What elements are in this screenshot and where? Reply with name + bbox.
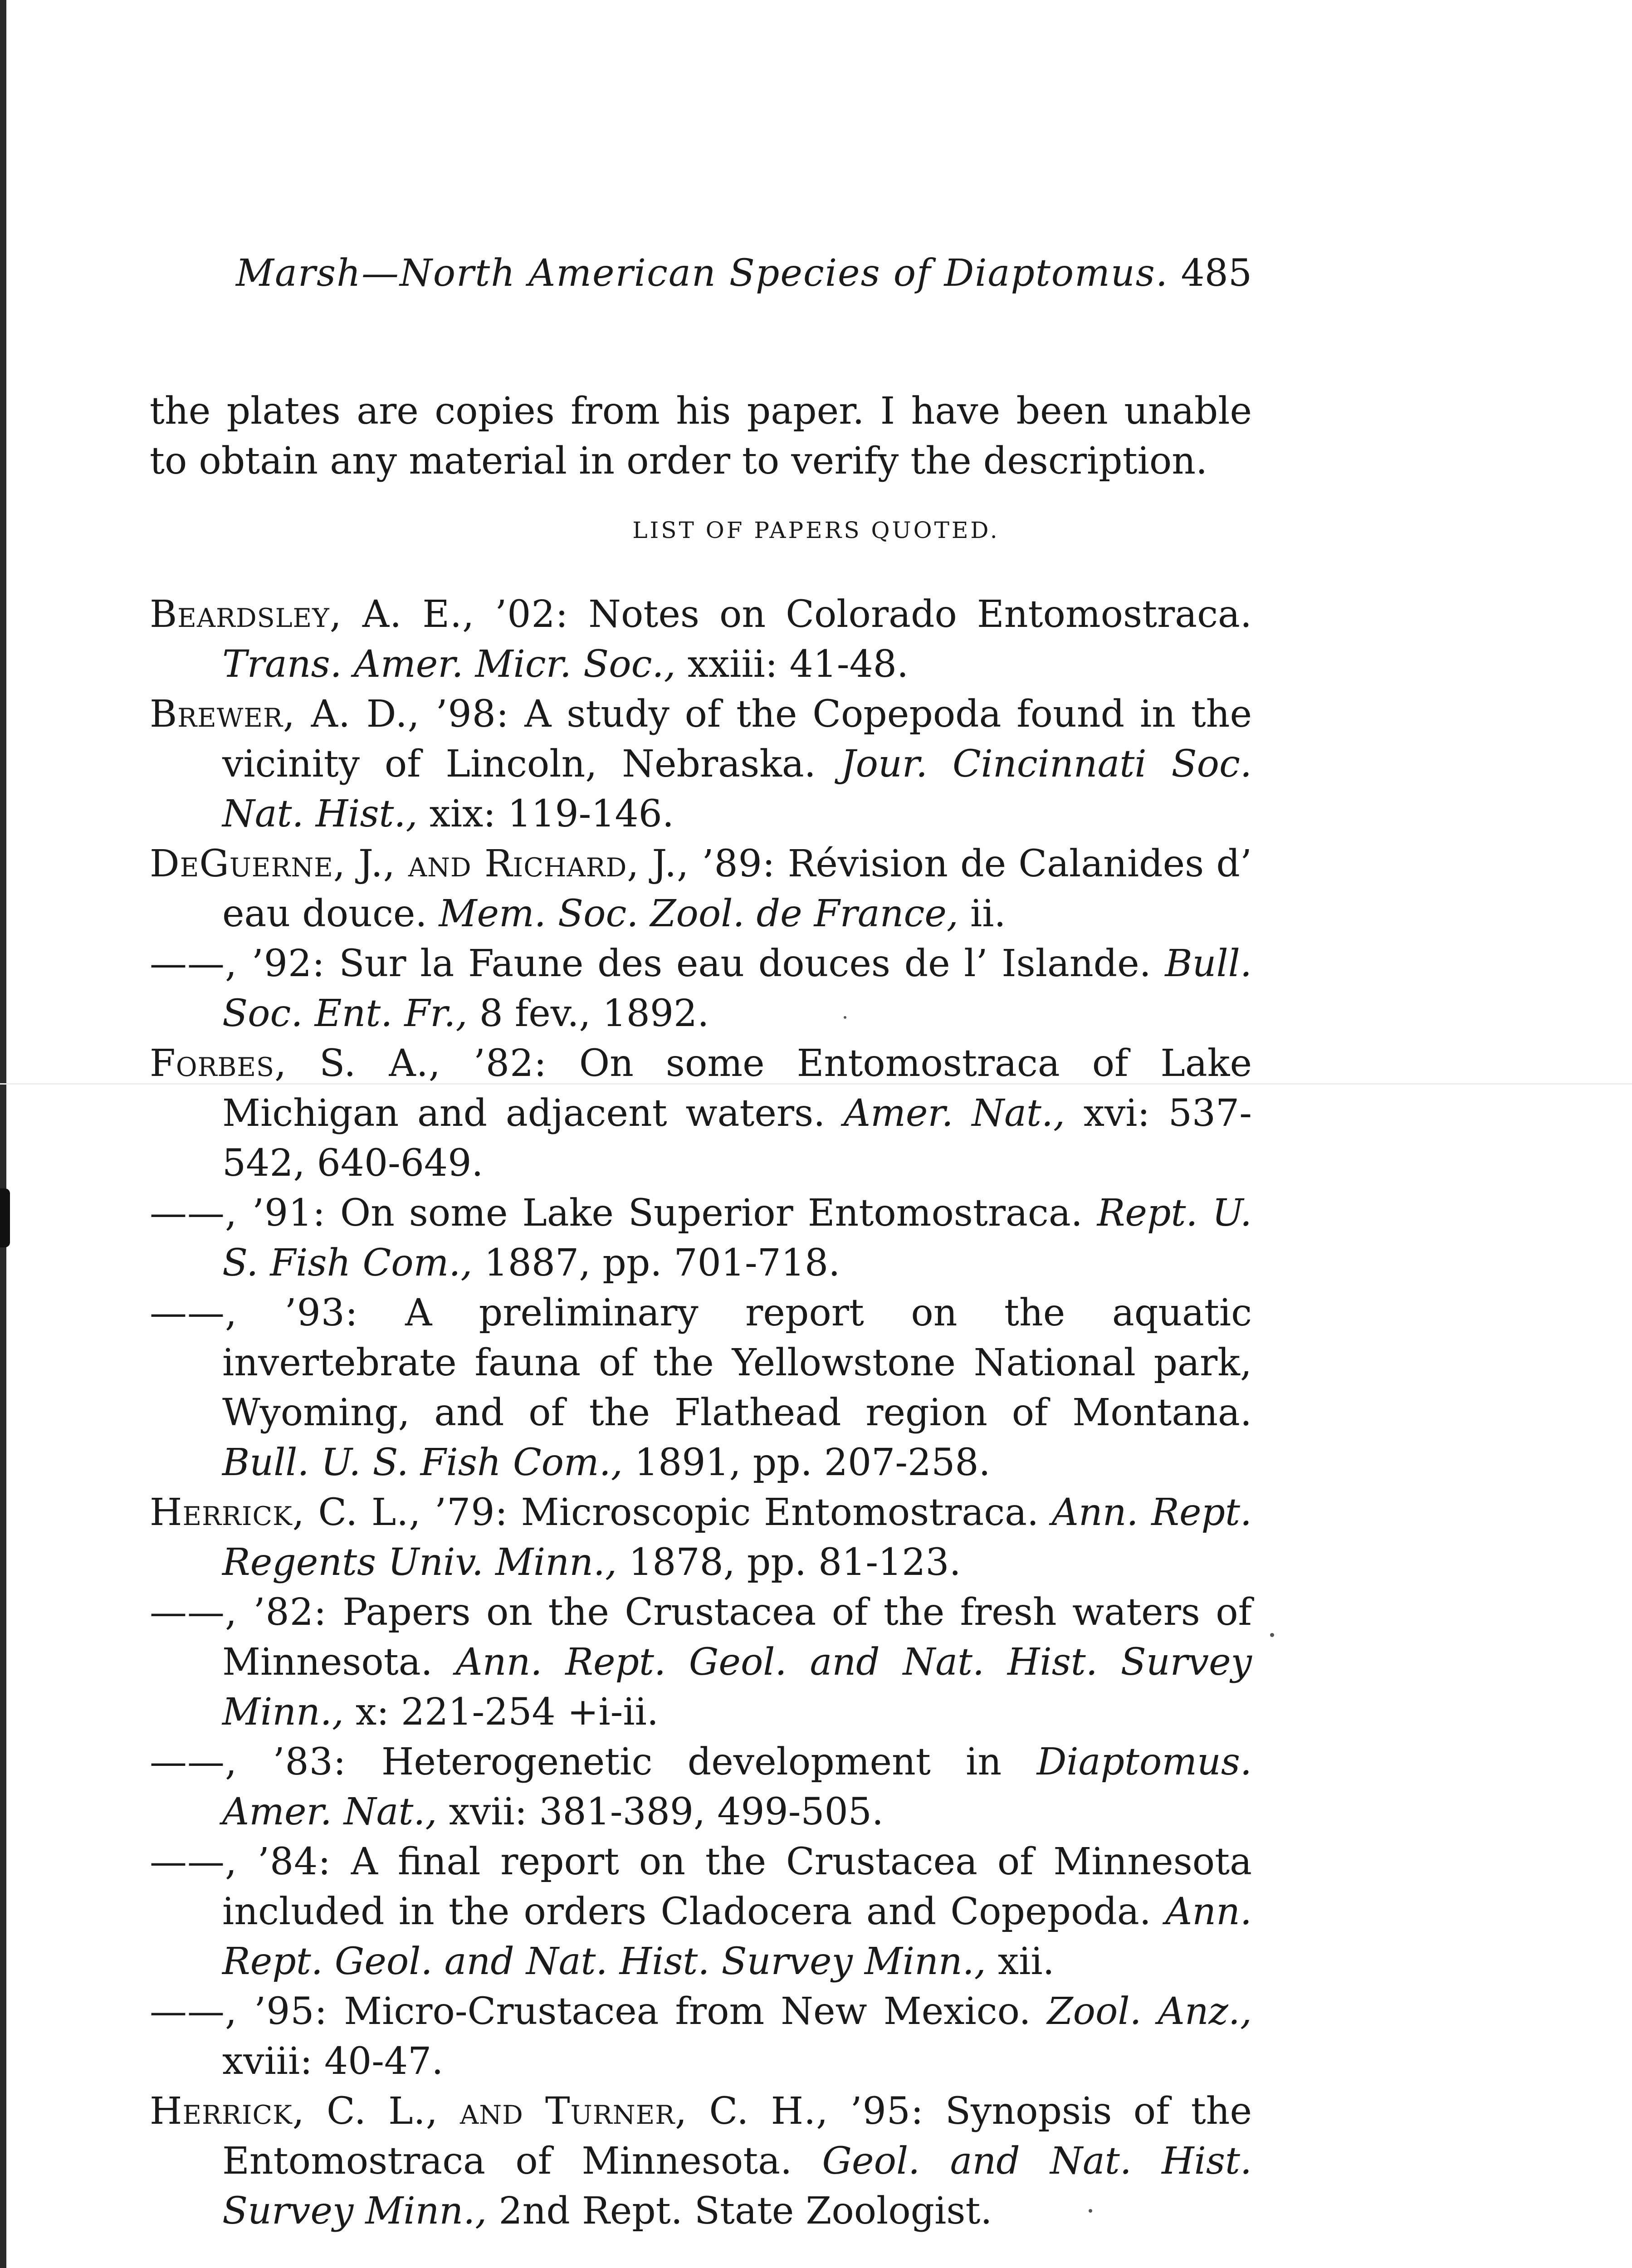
reference-entry xyxy=(150,2087,1252,2236)
reference-details: 8 fev., 1892. xyxy=(467,992,709,1035)
reference-publication: Diaptomus. Amer. Nat., xyxy=(222,1740,1252,1833)
reference-details: ii. xyxy=(958,892,1006,935)
reference-author: Beardsley, A. E., ’02: xyxy=(150,593,569,636)
reference-text: A study of the Copepoda found in the vicinity of Lincoln, Nebraska. xyxy=(222,693,1252,786)
reference-list xyxy=(150,590,1252,2236)
reference-author: DeGuerne, J., and Richard, J., ’89: xyxy=(150,842,776,885)
reference-entry xyxy=(150,1987,1252,2087)
reference-author: ——, ’84: xyxy=(150,1840,331,1883)
reference-text: Heterogenetic development in xyxy=(346,1740,1037,1784)
reference-publication: Rept. U. S. Fish Com., xyxy=(222,1192,1252,1285)
reference-author: ——, ’95: xyxy=(150,1990,328,2033)
reference-details: 1887, pp. 701-718. xyxy=(472,1242,840,1285)
running-head xyxy=(236,252,1252,306)
reference-entry xyxy=(150,689,1252,839)
intro-paragraph: the plates are copies from his paper. I have been unable to obtain any material in order to verify the description. xyxy=(150,390,1252,483)
reference-author: ——, ’91: xyxy=(150,1192,326,1235)
reference-details: 2nd Rept. State Zoologist. xyxy=(487,2190,992,2233)
reference-entry xyxy=(150,1039,1252,1188)
reference-publication: Mem. Soc. Zool. de France, xyxy=(439,892,958,935)
speck xyxy=(1270,1633,1274,1637)
reference-details: x: 221-254 +i-ii. xyxy=(343,1691,659,1734)
reference-text: On some Lake Superior Entomostraca. xyxy=(325,1192,1097,1235)
reference-author: ——, ’82: xyxy=(150,1591,327,1634)
reference-text: A preliminary report on the aquatic invertebrate fauna of the Yellowstone National park, Wyoming, and of the Flathead region of Montana. xyxy=(222,1291,1252,1434)
reference-publication: Bull. U. S. Fish Com., xyxy=(222,1441,623,1484)
reference-author: ——, ’83: xyxy=(150,1740,347,1784)
reference-text: A final report on the Crustacea of Minnesota included in the orders Cladocera and Copepoda. xyxy=(222,1840,1252,1933)
reference-author: Brewer, A. D., ’98: xyxy=(150,693,509,736)
reference-details: xvii: 381-389, 499-505. xyxy=(437,1790,884,1833)
reference-details: xvi: 537-542, 640-649. xyxy=(222,1092,1252,1185)
reference-details: xviii: 40-47. xyxy=(222,2040,444,2083)
reference-publication: Trans. Amer. Micr. Soc., xyxy=(222,643,676,686)
reference-publication: Ann. Rept. Geol. and Nat. Hist. Survey Minn., xyxy=(222,1890,1252,1983)
page-number: 485 xyxy=(1181,252,1252,295)
ink-mark xyxy=(0,1188,10,1247)
reference-text: Notes on Colorado Entomostraca. xyxy=(568,593,1252,636)
reference-entry xyxy=(150,590,1252,689)
reference-publication: Amer. Nat., xyxy=(843,1092,1065,1135)
reference-author: Forbes, S. A., ’82: xyxy=(150,1042,547,1085)
reference-entry xyxy=(150,1837,1252,1987)
reference-entry xyxy=(150,1737,1252,1837)
reference-text: Papers on the Crustacea of the fresh waters of Minnesota. xyxy=(222,1591,1252,1684)
reference-details: xxiii: 41-48. xyxy=(675,643,909,686)
reference-text: On some Entomostraca of Lake Michigan and adjacent waters. xyxy=(222,1042,1252,1135)
reference-publication: Ann. Rept. Geol. and Nat. Hist. Survey Minn., xyxy=(222,1641,1252,1734)
running-head-title: Marsh—North American Species of Diaptomus. xyxy=(236,252,1168,295)
section-heading: LIST OF PAPERS QUOTED. xyxy=(632,517,1000,543)
reference-entry xyxy=(150,839,1252,939)
reference-text: Sur la Faune des eau douces de l’ Islande. xyxy=(325,942,1165,985)
reference-publication: Jour. Cincinnati Soc. Nat. Hist., xyxy=(222,743,1252,836)
reference-text: Micro-Crustacea from New Mexico. xyxy=(327,1990,1047,2033)
reference-details: 1891, pp. 207-258. xyxy=(622,1441,991,1484)
reference-text: Révision de Calanides d’ eau douce. xyxy=(222,842,1252,935)
reference-details: xix: 119-146. xyxy=(417,792,674,836)
reference-author: Herrick, C. L., ’79: xyxy=(150,1491,508,1534)
reference-details: xii. xyxy=(986,1940,1055,1983)
reference-publication: Geol. and Nat. Hist. Survey Minn., xyxy=(222,2140,1252,2233)
scan-edge xyxy=(0,0,6,2268)
reference-entry xyxy=(150,1188,1252,1288)
reference-publication: Bull. Soc. Ent. Fr., xyxy=(222,942,1252,1035)
reference-publication: Zool. Anz., xyxy=(1047,1990,1252,2033)
reference-text: Microscopic Entomostraca. xyxy=(508,1491,1052,1534)
reference-text: Synopsis of the Entomostraca of Minnesota. xyxy=(222,2090,1252,2183)
reference-details: 1878, pp. 81-123. xyxy=(617,1541,961,1584)
reference-publication: Ann. Rept. Regents Univ. Minn., xyxy=(222,1491,1252,1584)
reference-author: ——, ’92: xyxy=(150,942,325,985)
reference-entry xyxy=(150,1588,1252,1737)
reference-author: Herrick, C. L., and Turner, C. H., ’95: xyxy=(150,2090,924,2133)
reference-entry xyxy=(150,1488,1252,1588)
reference-entry xyxy=(150,1288,1252,1488)
reference-author: ——, ’93: xyxy=(150,1291,358,1334)
reference-entry xyxy=(150,939,1252,1039)
